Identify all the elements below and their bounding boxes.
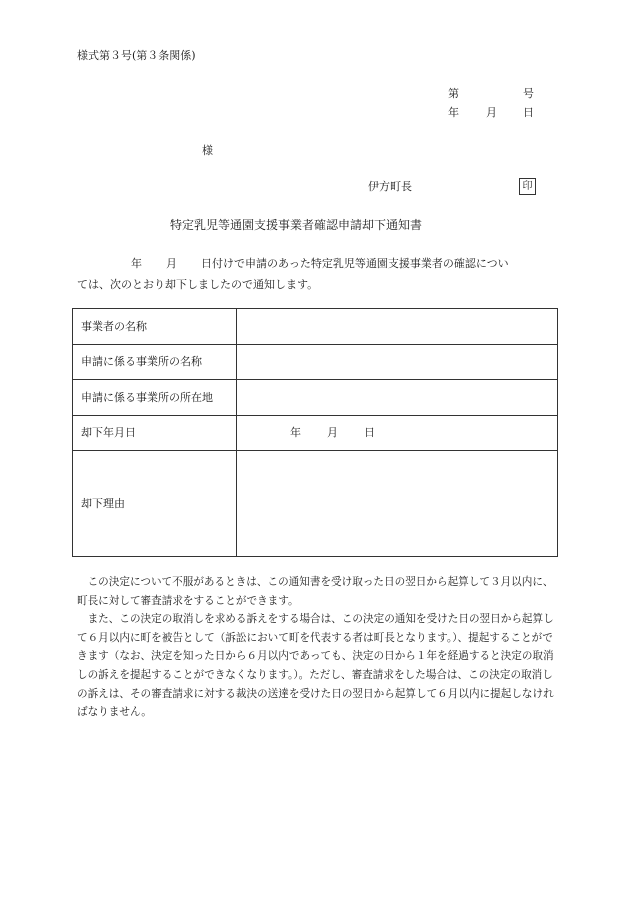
lawsuit-note-paragraph: また、この決定の取消しを求める訴えをする場合は、この決定の通知を受けた日の翌日から起算して６月以内に町を被告として（訴訟において町を代表する者は町長となります。）、提起することができます（なお、決定を知った日から６月以内であっても、決定の日から１年を経過すると決定の取消しの訴えを提起することができなくなります。）。ただし、審査請求をした場合は、この決定の取消しの訴えは、その審査請求に対する裁決の送達を受けた日の翌日から起算して６月以内に提起しなければなりません。	[77, 613, 554, 719]
rejection-date-month: 月	[327, 426, 338, 440]
table-row	[73, 309, 558, 345]
intro-line-2: ては、次のとおり却下しましたので通知します。	[77, 278, 319, 291]
rejection-date-day: 日	[364, 426, 375, 440]
issue-date-day: 日	[523, 106, 534, 119]
details-table	[72, 308, 558, 557]
form-number: 様式第３号(第３条関係)	[77, 49, 196, 62]
facility-name-label: 申請に係る事業所の名称	[73, 344, 237, 380]
facility-name-value	[237, 344, 558, 380]
facility-address-label: 申請に係る事業所の所在地	[73, 380, 237, 416]
rejection-date-year: 年	[290, 426, 301, 440]
intro-month: 月	[166, 257, 177, 270]
rejection-date-value	[237, 415, 558, 451]
table-row	[73, 451, 558, 557]
seal-stamp-box: 印	[519, 178, 536, 195]
table-row	[73, 344, 558, 380]
notice-number-suffix: 号	[523, 87, 534, 100]
rejection-date-label: 却下年月日	[73, 415, 237, 451]
intro-line-1	[77, 253, 559, 274]
addressee-honorific: 様	[202, 144, 213, 157]
table-row	[73, 415, 558, 451]
intro-year: 年	[131, 257, 142, 270]
intro-paragraph	[77, 253, 559, 295]
rejection-reason-value	[237, 451, 558, 557]
issuer-mayor: 伊方町長	[368, 180, 412, 193]
business-name-label: 事業者の名称	[73, 309, 237, 345]
rejection-reason-label: 却下理由	[73, 451, 237, 557]
intro-line-1-text: 日付けで申請のあった特定乳児等通園支援事業者の確認につい	[201, 257, 509, 270]
facility-address-value	[237, 380, 558, 416]
appeal-notes	[77, 573, 557, 722]
notice-number-prefix: 第	[448, 87, 459, 100]
appeal-note-paragraph: この決定について不服があるときは、この通知書を受け取った日の翌日から起算して３月以内に、町長に対して審査請求をすることができます。	[77, 576, 554, 607]
issue-date-month: 月	[486, 106, 497, 119]
document-title: 特定乳児等通園支援事業者確認申請却下通知書	[170, 218, 423, 232]
business-name-value	[237, 309, 558, 345]
table-row	[73, 380, 558, 416]
issue-date-year: 年	[448, 106, 459, 119]
